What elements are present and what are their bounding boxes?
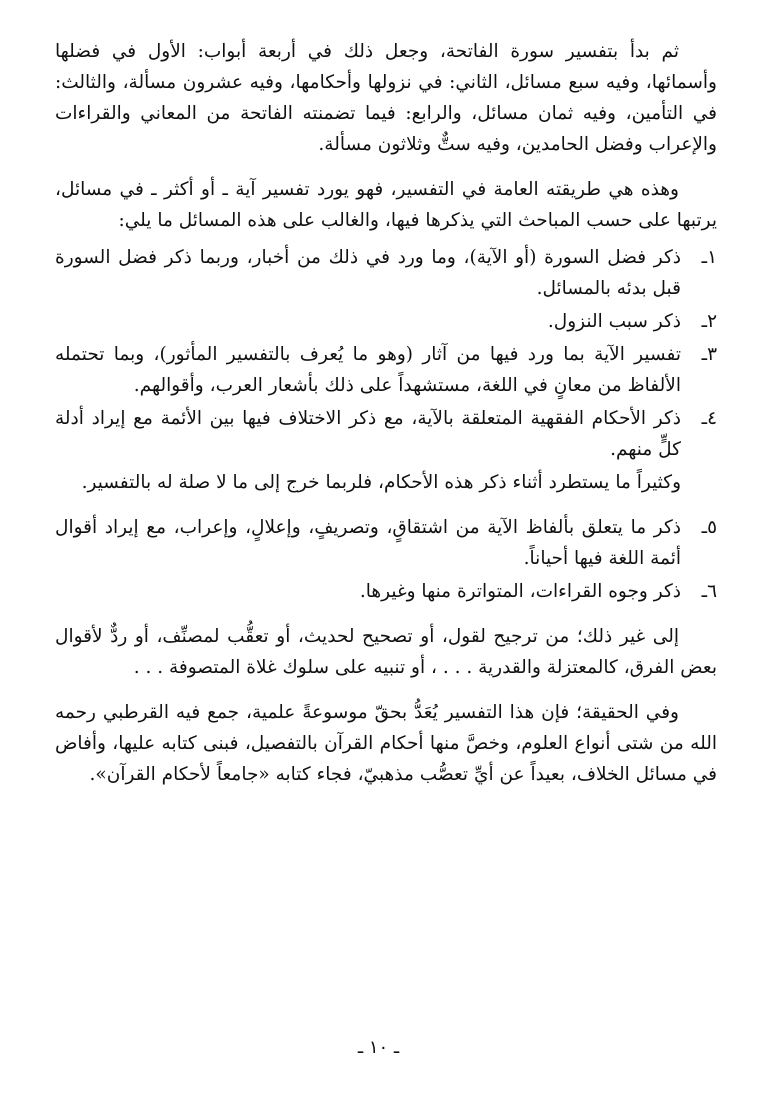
list-item-text: تفسير الآية بما ورد فيها من آثار (وهو ما يُعرف بالتفسير المأثور)، وبما تحتمله الألفاظ من معانٍ في اللغة، مستشهداً على ذلك بأشعار العرب، وأقوالهم. xyxy=(55,344,681,396)
list-item xyxy=(55,242,717,304)
list-item-number: ٤ـ xyxy=(701,408,717,429)
method-paragraph: وهذه هي طريقته العامة في التفسير، فهو يورد تفسير آية ـ أو أكثر ـ في مسائل، يرتبها على حسب المباحث التي يذكرها فيها، والغالب على هذه المسائل ما يلي: xyxy=(55,179,717,231)
list-item-number: ٦ـ xyxy=(701,581,717,602)
conclusion-paragraph: وفي الحقيقة؛ فإن هذا التفسير يُعَدُّ بحقّ موسوعةً علمية، جمع فيه القرطبي رحمه الله من شتى أنواع العلوم، وخصَّ منها أحكام القرآن بالتفصيل، فبنى كتابه عليها، وأفاض في مسائل الخلاف، بعيداً عن أيِّ تعصُّب مذهبيّ، فجاء كتابه «جامعاً لأحكام القرآن». xyxy=(55,702,717,785)
list-item-number: ٢ـ xyxy=(701,311,717,332)
list-note: وكثيراً ما يستطرد أثناء ذكر هذه الأحكام، فلربما خرج إلى ما لا صلة له بالتفسير. xyxy=(81,472,681,493)
other-paragraph: إلى غير ذلك؛ من ترجيح لقول، أو تصحيح لحديث، أو تعقُّب لمصنِّف، أو ردٌّ لأقوال بعض الفرق، كالمعتزلة والقدرية . . . ، أو تنبيه على سلوك غلاة المتصوفة . . . xyxy=(55,626,717,678)
list-item xyxy=(55,306,717,337)
list-item-text: ذكر سبب النزول. xyxy=(547,311,681,332)
list-item-number: ٥ـ xyxy=(701,517,717,538)
intro-paragraph: ثم بدأ بتفسير سورة الفاتحة، وجعل ذلك في أربعة أبواب: الأول في فضلها وأسمائها، وفيه سبع مسائل، الثاني: في نزولها وأحكامها، وفيه عشرون مسألة، والثالث: في التأمين، وفيه ثمان مسائل، والرابع: فيما تضمنته الفاتحة من المعاني والقراءات والإعراب وفضل الحامدين، وفيه ستٌّ وثلاثون مسألة. xyxy=(55,41,717,155)
list-item xyxy=(55,339,717,401)
list-item-text: ذكر ما يتعلق بألفاظ الآية من اشتقاقٍ، وتصريفٍ، وإعلالٍ، وإعراب، مع إيراد أقوال أئمة اللغة فيها أحياناً. xyxy=(55,517,681,569)
list-item-text: ذكر فضل السورة (أو الآية)، وما ورد في ذلك من أخبار، وربما ذكر فضل السورة قبل بدئه بالمسائل. xyxy=(55,247,681,299)
list-item-number: ١ـ xyxy=(701,247,717,268)
list-item-number: ٣ـ xyxy=(701,344,717,365)
list-item xyxy=(55,512,717,574)
list-item xyxy=(55,403,717,465)
method-list xyxy=(55,242,717,607)
page-number: ـ ١٠ ـ xyxy=(357,1037,400,1058)
list-item-text: ذكر الأحكام الفقهية المتعلقة بالآية، مع ذكر الاختلاف فيها بين الأئمة مع إيراد أدلة كلٍّ منهم. xyxy=(55,408,681,460)
list-item-text: ذكر وجوه القراءات، المتواترة منها وغيرها. xyxy=(359,581,681,602)
list-item xyxy=(55,576,717,607)
